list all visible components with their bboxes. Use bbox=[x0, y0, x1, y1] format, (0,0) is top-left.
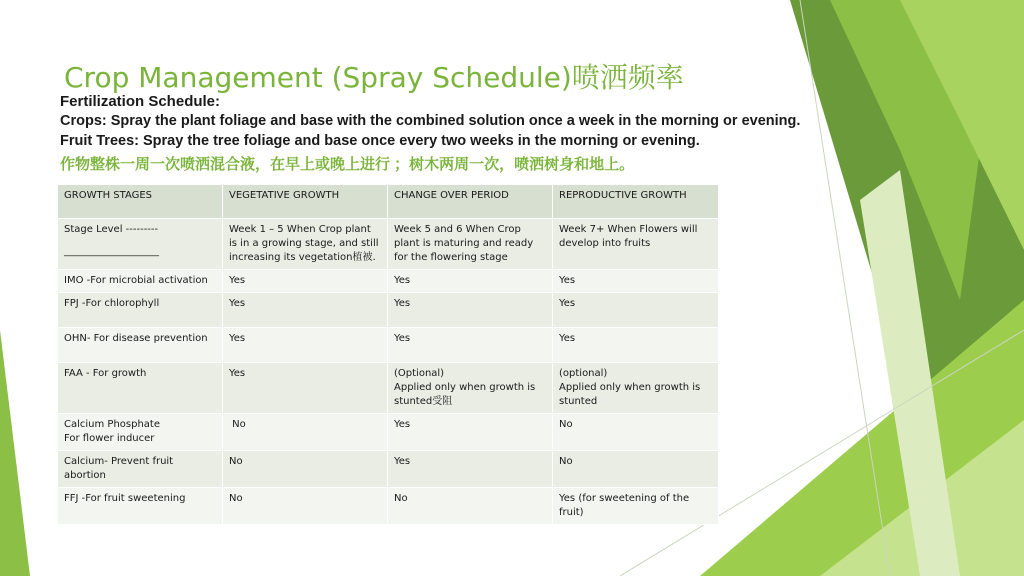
column-header: GROWTH STAGES bbox=[58, 185, 223, 219]
table-row bbox=[58, 451, 719, 488]
table-cell: Yes bbox=[388, 451, 553, 488]
table-cell: IMO -For microbial activation bbox=[58, 270, 223, 293]
column-header: REPRODUCTIVE GROWTH bbox=[553, 185, 719, 219]
chinese-instruction: 作物整株一周一次喷洒混合液，在早上或晚上进行 ；树木两周一次，喷洒树身和地上。 bbox=[60, 156, 635, 173]
table-cell: Yes bbox=[388, 293, 553, 328]
table-cell: Week 7+ When Flowers will develop into fruits bbox=[553, 219, 719, 270]
table-cell: Yes bbox=[553, 328, 719, 363]
table-cell: FPJ -For chlorophyll bbox=[58, 293, 223, 328]
table-cell: Yes bbox=[388, 328, 553, 363]
table-cell: Calcium Phosphate For flower inducer bbox=[58, 414, 223, 451]
table-cell: Yes bbox=[223, 293, 388, 328]
table-cell: Yes bbox=[223, 328, 388, 363]
table-header-row bbox=[58, 185, 719, 219]
table-cell: Week 1 – 5 When Crop plant is in a growing stage, and still increasing its vegetation植被. bbox=[223, 219, 388, 270]
column-header: VEGETATIVE GROWTH bbox=[223, 185, 388, 219]
table-row bbox=[58, 488, 719, 525]
table-cell: Yes (for sweetening of the fruit) bbox=[553, 488, 719, 525]
table-cell: No bbox=[553, 414, 719, 451]
table-cell: No bbox=[223, 451, 388, 488]
table-cell: Stage Level --------- ___________________ bbox=[58, 219, 223, 270]
table-cell: Yes bbox=[223, 270, 388, 293]
table-row bbox=[58, 414, 719, 451]
fruit-trees-instruction: Fruit Trees: Spray the tree foliage and base once every two weeks in the morning or evening. bbox=[60, 133, 700, 149]
fertilization-schedule-heading: Fertilization Schedule: bbox=[60, 93, 221, 110]
deco-shape-left bbox=[0, 330, 30, 576]
table-cell: Yes bbox=[553, 270, 719, 293]
table-row bbox=[58, 328, 719, 363]
table-cell: Calcium- Prevent fruit abortion bbox=[58, 451, 223, 488]
table-row bbox=[58, 293, 719, 328]
table-cell: No bbox=[223, 414, 388, 451]
table-cell: FFJ -For fruit sweetening bbox=[58, 488, 223, 525]
table-cell: Yes bbox=[388, 414, 553, 451]
table-row bbox=[58, 219, 719, 270]
table-cell: No bbox=[388, 488, 553, 525]
slide-title: Crop Management (Spray Schedule)喷洒频率 bbox=[64, 61, 684, 94]
table-cell: (optional) Applied only when growth is stunted bbox=[553, 363, 719, 414]
column-header: CHANGE OVER PERIOD bbox=[388, 185, 553, 219]
table-cell: Yes bbox=[553, 293, 719, 328]
table-cell: No bbox=[553, 451, 719, 488]
table-cell: (Optional) Applied only when growth is stunted受阻 bbox=[388, 363, 553, 414]
table-cell: OHN- For disease prevention bbox=[58, 328, 223, 363]
table-row bbox=[58, 270, 719, 293]
table-cell: FAA - For growth bbox=[58, 363, 223, 414]
table-cell: Yes bbox=[388, 270, 553, 293]
spray-schedule-table bbox=[57, 184, 719, 525]
table-row bbox=[58, 363, 719, 414]
table-cell: No bbox=[223, 488, 388, 525]
crops-instruction: Crops: Spray the plant foliage and base with the combined solution once a week in the morning or evening. bbox=[60, 113, 801, 129]
table-cell: Yes bbox=[223, 363, 388, 414]
table-cell: Week 5 and 6 When Crop plant is maturing and ready for the flowering stage bbox=[388, 219, 553, 270]
